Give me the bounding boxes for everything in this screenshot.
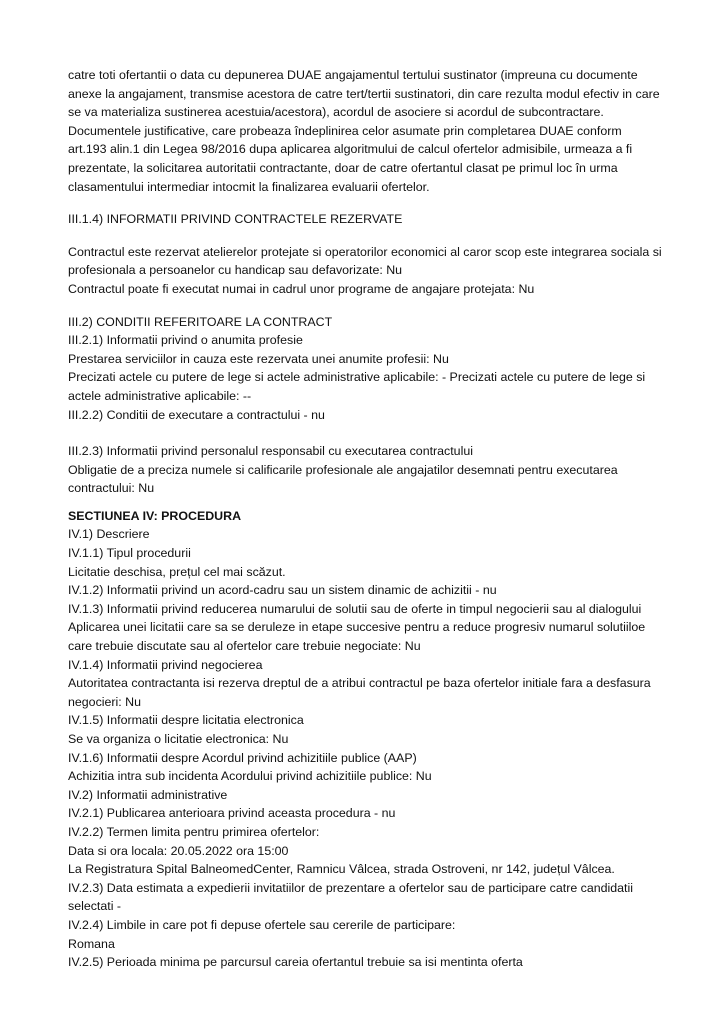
text-line: IV.2.3) Data estimata a expedierii invitatiilor de prezentare a ofertelor sau de participare catre candidatii [68,880,634,895]
section-heading-procedure: SECTIUNEA IV: PROCEDURA [68,508,242,523]
text-line: IV.2.4) Limbile in care pot fi depuse ofertele sau cererile de participare: [68,917,456,932]
text-line: IV.1) Descriere [68,527,150,542]
text-line: IV.2.2) Termen limita pentru primirea ofertelor: [68,824,320,839]
text-line: negocieri: Nu [68,694,142,709]
responsible-personnel-block [68,442,668,498]
text-line: actele administrative aplicabile: -- [68,388,252,403]
text-line: III.2.3) Informatii privind personalul responsabil cu executarea contractului [68,444,473,459]
text-line: Licitatie deschisa, prețul cel mai scăzut. [68,564,286,579]
text-line: IV.2) Informatii administrative [68,787,228,802]
text-line: anexe la angajament, transmise acestora de catre tert/tertii sustinatori, din care rezulta modul efectiv in care [68,86,660,101]
text-line: selectati - [68,899,122,914]
text-line: III.2.1) Informatii privind o anumita profesie [68,333,303,348]
text-line: IV.1.3) Informatii privind reducerea numarului de solutii sau de oferte in timpul negocierii sau al dialogului [68,601,642,616]
text-line: Data si ora locala: 20.05.2022 ora 15:00 [68,843,289,858]
text-line: IV.1.1) Tipul procedurii [68,546,191,561]
text-line: IV.1.2) Informatii privind un acord-cadru sau un sistem dinamic de achizitii - nu [68,583,497,598]
text-line: III.2.2) Conditii de executare a contractului - nu [68,407,325,422]
text-line: Prestarea serviciilor in cauza este rezervata unei anumite profesii: Nu [68,351,449,366]
text-line: Achizitia intra sub incidenta Acordului privind achizitiile publice: Nu [68,769,432,784]
text-line: prezentate, la solicitarea autoritatii contractante, doar de catre ofertantul clasat pe primul loc în urma [68,160,618,175]
intro-paragraph [68,66,668,196]
reserved-contracts-block [68,243,668,299]
text-line: Obligatie de a preciza numele si calificarile profesionale ale angajatilor desemnati pentru executarea [68,462,618,477]
section-heading-contract-conditions: III.2) CONDITII REFERITOARE LA CONTRACT [68,314,333,329]
text-line: se va materializa sustinerea acestuia/acestora), acordul de asociere si acordul de subcontractare. [68,105,604,120]
text-line: contractului: Nu [68,481,155,496]
text-line: Aplicarea unei licitatii care sa se deruleze in etape succesive pentru a reduce progresiv numarul solutiiloe [68,620,646,635]
text-line: art.193 alin.1 din Legea 98/2016 dupa aplicarea algoritmului de calcul ofertelor admisibile, urmeaza a fi [68,142,633,157]
text-line: Documentele justificative, care probeaza îndeplinirea celor asumate prin completarea DUAE conform [68,123,622,138]
text-line: Romana [68,936,115,951]
text-line: Contractul poate fi executat numai in cadrul unor programe de angajare protejata: Nu [68,281,535,296]
text-line: catre toti ofertantii o data cu depunerea DUAE angajamentul tertului sustinator (impreuna cu documente [68,68,638,82]
text-line: clasamentului intermediar intocmit la finalizarea evaluarii ofertelor. [68,179,430,194]
text-line: IV.2.5) Perioada minima pe parcursul careia ofertantul trebuie sa isi mentinta oferta [68,955,523,970]
text-line: Contractul este rezervat atelierelor protejate si operatorilor economici al caror scop este integrarea sociala si [68,244,662,259]
text-line: La Registratura Spital BalneomedCenter, Ramnicu Vâlcea, strada Ostroveni, nr 142, județul Vâlcea. [68,862,615,877]
text-line: IV.1.5) Informatii despre licitatia electronica [68,713,304,728]
section-heading-reserved-contracts: III.1.4) INFORMATII PRIVIND CONTRACTELE REZERVATE [68,212,403,227]
document-page [68,66,668,972]
text-line: care trebuie discutate sau al ofertelor care trebuie negociate: Nu [68,639,421,654]
text-line: IV.2.1) Publicarea anterioara privind aceasta procedura - nu [68,806,396,821]
text-line: Autoritatea contractanta isi rezerva dreptul de a atribui contractul pe baza ofertelor initiale fara a desfasura [68,676,651,691]
text-line: IV.1.4) Informatii privind negocierea [68,657,263,672]
text-line: profesionala a persoanelor cu handicap sau defavorizate: Nu [68,263,403,278]
text-line: Se va organiza o licitatie electronica: Nu [68,732,289,746]
procedure-block [68,525,668,971]
contract-conditions-block [68,313,668,425]
text-line: Precizati actele cu putere de lege si actele administrative aplicabile: - Precizati actele cu putere de lege si [68,370,646,385]
text-line: IV.1.6) Informatii despre Acordul privind achizitiile publice (AAP) [68,750,417,765]
